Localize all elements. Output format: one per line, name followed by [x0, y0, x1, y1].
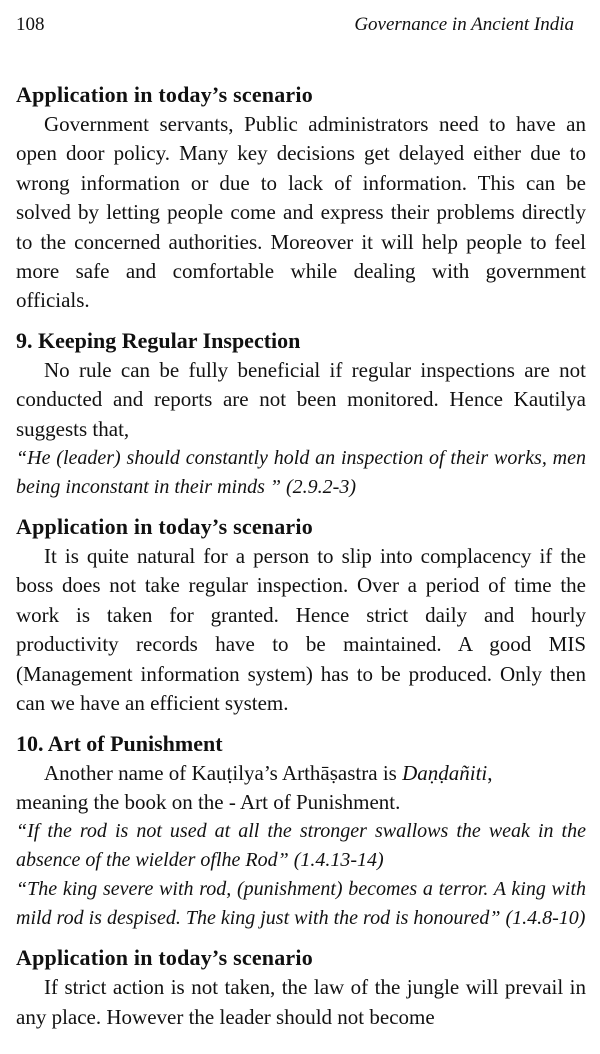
running-header — [16, 14, 586, 54]
paragraph-text: , — [487, 760, 493, 785]
running-title: Governance in Ancient India — [354, 14, 574, 35]
quotation: “If the rod is not used at all the stronger swallows the weak in the absence of the wielder oflhe Rod” (1.4.13-14) — [16, 820, 586, 872]
page-number: 108 — [16, 14, 45, 35]
section-heading: Application in today’s scenario — [16, 514, 313, 540]
section-regular-inspection — [16, 326, 586, 502]
paragraph-text: Another name of Kauṭilya’s Arthāṣastra is — [44, 760, 403, 785]
section-heading: Application in today’s scenario — [16, 945, 313, 971]
section-heading: Application in today’s scenario — [16, 82, 313, 107]
paragraph: If strict action is not taken, the law of the jungle will prevail in any place. However the leader should not become — [16, 975, 586, 1029]
section-application-inspection — [16, 512, 586, 718]
quotation: “He (leader) should constantly hold an inspection of their works, men being inconstant in their minds ” (2.9.2-3) — [16, 447, 586, 499]
sanskrit-term: Daṇḍañiti — [402, 760, 488, 785]
paragraph: Government servants, Public administrators need to have an open door policy. Many key decisions get delayed either due to wrong information or due to lack of information. This can be solved by letting people come and express their problems directly to the concerned authorities. Moreover it will help people to feel more safe and comfortable while dealing with government officials. — [16, 112, 586, 313]
section-heading: 9. Keeping Regular Inspection — [16, 327, 301, 353]
paragraph: It is quite natural for a person to slip into complacency if the boss does not take regular inspection. Over a period of time the work is taken for granted. Hence strict daily and hourly productivity records have to be maintained. A good MIS (Management information system) has to be produced. Only then can we have an efficient system. — [16, 544, 586, 716]
paragraph — [16, 759, 586, 788]
section-application-punishment — [16, 943, 586, 1032]
section-art-of-punishment — [16, 729, 586, 934]
section-heading: 10. Art of Punishment — [16, 730, 223, 756]
paragraph: meaning the book on the - Art of Punishment. — [16, 789, 401, 814]
paragraph: No rule can be fully beneficial if regular inspections are not conducted and reports are not been monitored. Hence Kautilya suggests that, — [16, 357, 586, 441]
section-application-open-door — [16, 80, 586, 316]
quotation: “The king severe with rod, (punishment) becomes a terror. A king with mild rod is despised. The king just with the rod is honoured” (1.4.8-10) — [16, 878, 586, 930]
